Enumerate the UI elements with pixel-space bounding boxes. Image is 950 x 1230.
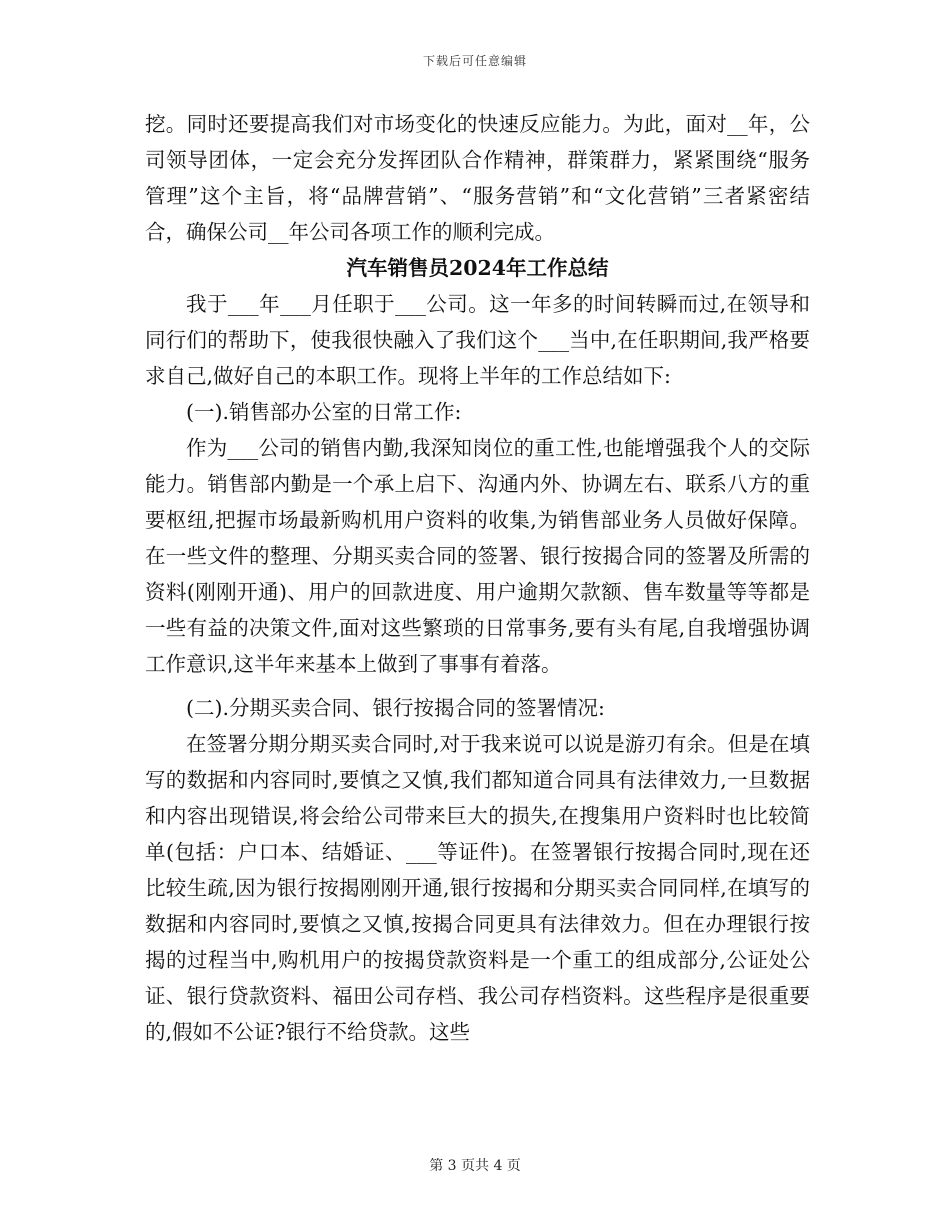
document-body bbox=[145, 106, 810, 1050]
page-header: 下载后可任意编辑 bbox=[422, 54, 527, 68]
opening-paragraph: 我于___年___月任职于___公司。这一年多的时间转瞬而过,在领导和同行们的帮助下，使我很快融入了我们这个___当中,在任职期间,我严格要求自己,做好自己的本职工作。现将上半年的工作总结如下: bbox=[145, 292, 810, 388]
daily-work-paragraph: 作为___公司的销售内勤,我深知岗位的重工性,也能增强我个人的交际能力。销售部内勤是一个承上启下、沟通内外、协调左右、联系八方的重要枢纽,把握市场最新购机用户资料的收集,为销售部业务人员做好保障。在一些文件的整理、分期买卖合同的签署、银行按揭合同的签署及所需的资料(刚刚开通)、用户的回款进度、用户逾期欠款额、售车数量等等都是一些有益的决策文件,面对这些繁琐的日常事务,要有头有尾,自我增强协调工作意识,这半年来基本上做到了事事有着落。 bbox=[145, 436, 810, 676]
document-title: 汽车销售员2024年工作总结 bbox=[346, 256, 609, 280]
section-heading-contracts: (二).分期买卖合同、银行按揭合同的签署情况: bbox=[186, 696, 605, 720]
intro-paragraph: 挖。同时还要提高我们对市场变化的快速反应能力。为此，面对__年，公司领导团体，一定会充分发挥团队合作精神，群策群力，紧紧围绕“服务管理”这个主旨，将“品牌营销”、“服务营销”和“文化营销”三者紧密结合，确保公司__年公司各项工作的顺利完成。 bbox=[145, 112, 810, 244]
page-number: 第 3 页共 4 页 bbox=[429, 1158, 521, 1174]
section-heading-daily-work: (一).销售部办公室的日常工作: bbox=[186, 400, 462, 424]
contracts-paragraph: 在签署分期分期买卖合同时,对于我来说可以说是游刃有余。但是在填写的数据和内容同时,要慎之又慎,我们都知道合同具有法律效力,一旦数据和内容出现错误,将会给公司带来巨大的损失,在搜集用户资料时也比较简单(包括：户口本、结婚证、___等证件)。在签署银行按揭合同时,现在还比较生疏,因为银行按揭刚刚开通,银行按揭和分期买卖合同同样,在填写的数据和内容同时,要慎之又慎,按揭合同更具有法律效力。但在办理银行按揭的过程当中,购机用户的按揭贷款资料是一个重工的组成部分,公证处公证、银行贷款资料、福田公司存档、我公司存档资料。这些程序是很重要的,假如不公证?银行不给贷款。这些 bbox=[145, 732, 810, 1044]
